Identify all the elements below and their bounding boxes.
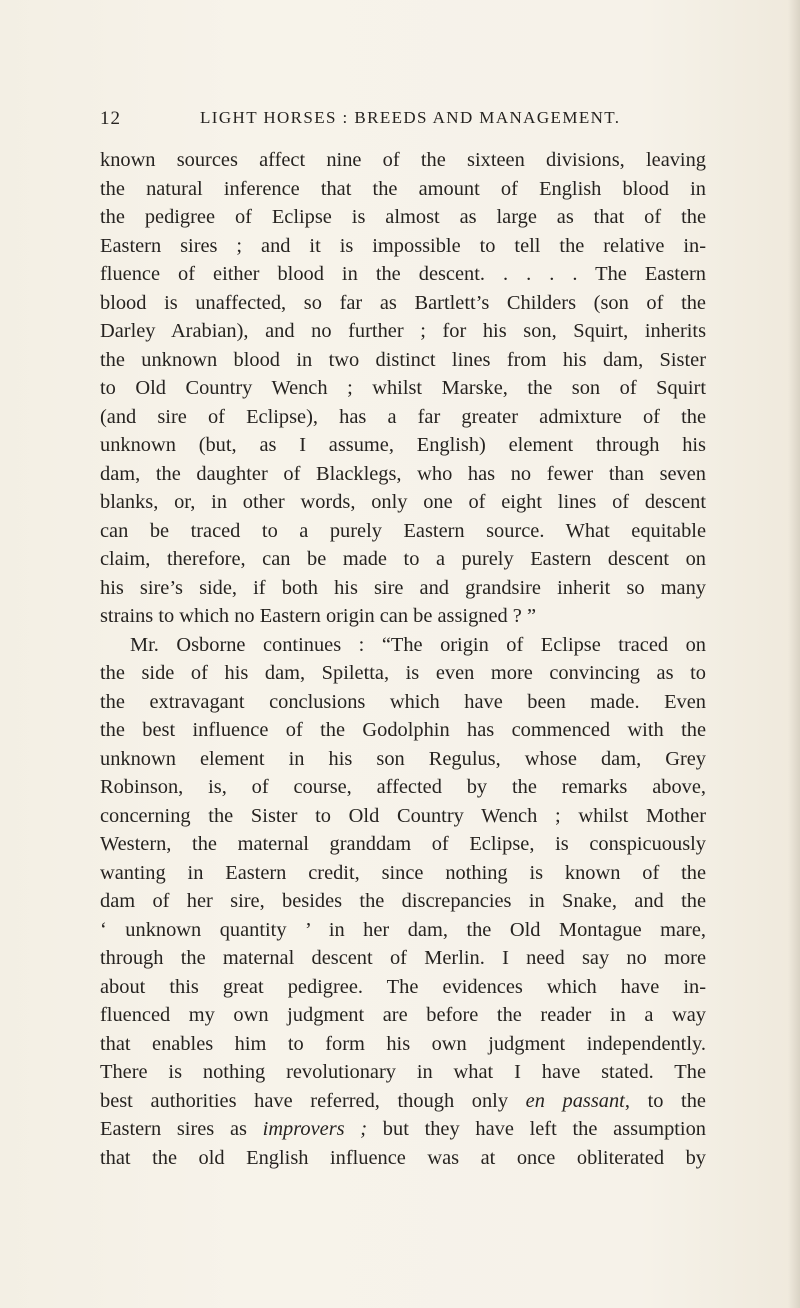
text-line: known sources affect nine of the sixteen divisions, leaving	[100, 149, 706, 171]
text-line: Eastern sires ; and it is impossible to tell the relative in-	[100, 234, 706, 257]
text-segment: but they have left the assumption	[367, 1118, 706, 1140]
text-line: his sire’s side, if both his sire and grandsire inherit so many	[100, 576, 706, 599]
text-line: the pedigree of Eclipse is almost as large as that of the	[100, 206, 706, 228]
text-line: blood is unaffected, so far as Bartlett’s Childers (son of the	[100, 291, 706, 314]
text-segment: , to the	[624, 1089, 706, 1112]
text-line: fluence of either blood in the descent. . . . . The Eastern	[100, 263, 706, 285]
text-line: ‘ unknown quantity ’ in her dam, the Old Montague mare,	[100, 918, 706, 941]
text-line: through the maternal descent of Merlin. I need say no more	[100, 947, 706, 969]
text-line: concerning the Sister to Old Country Wench ; whilst Mother	[100, 804, 706, 827]
text-line: blanks, or, in other words, only one of eight lines of descent	[100, 491, 706, 513]
text-line: to Old Country Wench ; whilst Marske, the son of Squirt	[100, 377, 706, 399]
body-text	[100, 146, 706, 1172]
text-line: Western, the maternal granddam of Eclipse, is conspicuously	[100, 833, 706, 855]
text-line: that the old English influence was at once obliterated by	[100, 1146, 706, 1169]
text-line: strains to which no Eastern origin can be assigned ? ”	[100, 605, 537, 627]
text-line: the natural inference that the amount of English blood in	[100, 177, 706, 200]
text-line: Robinson, is, of course, affected by the remarks above,	[100, 776, 706, 798]
text-line-mixed	[100, 1115, 706, 1144]
text-line: the unknown blood in two distinct lines from his dam, Sister	[100, 348, 706, 371]
text-line: Mr. Osborne continues : “The origin of Eclipse traced on	[130, 633, 706, 656]
italic-phrase: improvers ;	[262, 1118, 368, 1140]
text-line: dam of her sire, besides the discrepancies in Snake, and the	[100, 890, 706, 912]
text-line-mixed	[100, 1087, 706, 1116]
italic-phrase: en passant	[525, 1089, 625, 1112]
running-head	[100, 108, 706, 136]
text-line: wanting in Eastern credit, since nothing is known of the	[100, 861, 706, 884]
running-title: LIGHT HORSES : BREEDS AND MANAGEMENT.	[200, 108, 621, 127]
text-line: about this great pedigree. The evidences which have in-	[100, 975, 706, 998]
text-line: the extravagant conclusions which have been made. Even	[100, 690, 706, 713]
text-segment: Eastern sires as	[100, 1118, 247, 1140]
text-line: Darley Arabian), and no further ; for his son, Squirt, inherits	[100, 320, 706, 342]
text-line: that enables him to form his own judgment independently.	[100, 1032, 706, 1055]
text-line: fluenced my own judgment are before the reader in a way	[100, 1004, 706, 1026]
text-line: can be traced to a purely Eastern source. What equitable	[100, 519, 706, 542]
text-line: (and sire of Eclipse), has a far greater admixture of the	[100, 405, 706, 428]
text-line: the best influence of the Godolphin has commenced with the	[100, 719, 706, 741]
text-line: the side of his dam, Spiletta, is even more convincing as to	[100, 662, 706, 684]
text-line: claim, therefore, can be made to a purely Eastern descent on	[100, 548, 706, 570]
text-segment: best authorities have referred, though only	[100, 1089, 509, 1112]
text-line: unknown element in his son Regulus, whose dam, Grey	[100, 747, 706, 770]
text-line: unknown (but, as I assume, English) element through his	[100, 434, 706, 456]
page-edge-shadow	[788, 0, 800, 1308]
page-number: 12	[100, 108, 121, 129]
text-line: There is nothing revolutionary in what I have stated. The	[100, 1061, 706, 1083]
text-line: dam, the daughter of Blacklegs, who has no fewer than seven	[100, 462, 706, 485]
